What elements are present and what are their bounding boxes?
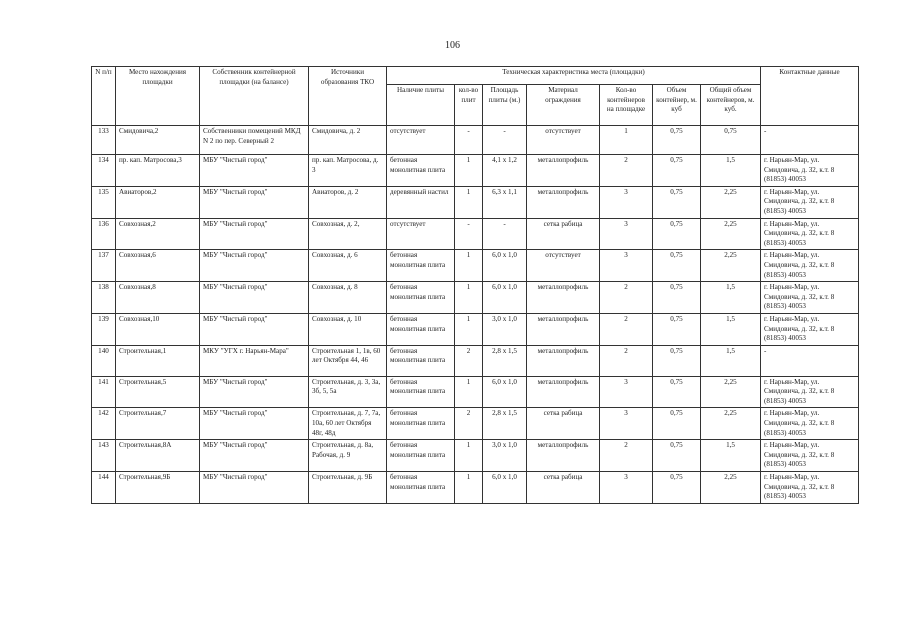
cell-fence: сетка рабица bbox=[527, 218, 600, 250]
table-row bbox=[92, 218, 859, 250]
cell-contacts: г. Нарьян-Мар, ул. Смидовича, д. 32, к.т. 8 (81853) 40053 bbox=[761, 313, 859, 345]
cell-slab-count: 1 bbox=[455, 250, 483, 282]
cell-containers: 3 bbox=[600, 218, 653, 250]
header-sources: Источники образования ТКО bbox=[309, 67, 387, 126]
cell-slab: бетонная монолитная плита bbox=[387, 250, 455, 282]
cell-slab-area: 2,8 x 1,5 bbox=[483, 408, 527, 440]
cell-volume: 0,75 bbox=[653, 126, 701, 155]
cell-volume: 0,75 bbox=[653, 155, 701, 187]
cell-volume: 0,75 bbox=[653, 186, 701, 218]
cell-slab: бетонная монолитная плита bbox=[387, 376, 455, 408]
header-fence: Материал ограждения bbox=[527, 85, 600, 126]
cell-containers: 2 bbox=[600, 313, 653, 345]
cell-fence: сетка рабица bbox=[527, 408, 600, 440]
cell-slab-count: 1 bbox=[455, 440, 483, 472]
cell-slab-area: 2,8 x 1,5 bbox=[483, 345, 527, 376]
cell-location: Совхозная,10 bbox=[116, 313, 200, 345]
cell-containers: 3 bbox=[600, 408, 653, 440]
cell-contacts: г. Нарьян-Мар, ул. Смидовича, д. 32, к.т. 8 (81853) 40053 bbox=[761, 250, 859, 282]
cell-contacts: г. Нарьян-Мар, ул. Смидовича, д. 32, к.т. 8 (81853) 40053 bbox=[761, 186, 859, 218]
cell-slab: бетонная монолитная плита bbox=[387, 472, 455, 504]
cell-contacts: г. Нарьян-Мар, ул. Смидовича, д. 32, к.т. 8 (81853) 40053 bbox=[761, 472, 859, 504]
cell-owner: МБУ "Чистый город" bbox=[200, 376, 309, 408]
cell-contacts: г. Нарьян-Мар, ул. Смидовича, д. 32, к.т. 8 (81853) 40053 bbox=[761, 218, 859, 250]
cell-location: Авиаторов,2 bbox=[116, 186, 200, 218]
cell-owner: МБУ "Чистый город" bbox=[200, 250, 309, 282]
cell-location: Смидовича,2 bbox=[116, 126, 200, 155]
cell-volume: 0,75 bbox=[653, 218, 701, 250]
cell-owner: МБУ "Чистый город" bbox=[200, 282, 309, 314]
cell-slab: бетонная монолитная плита bbox=[387, 408, 455, 440]
cell-contacts: - bbox=[761, 126, 859, 155]
header-slab: Наличие плиты bbox=[387, 85, 455, 126]
cell-location: пр. кап. Матросова,3 bbox=[116, 155, 200, 187]
cell-sources: Совхозная, д. 6 bbox=[309, 250, 387, 282]
cell-num: 136 bbox=[92, 218, 116, 250]
cell-slab-area: 3,0 x 1,0 bbox=[483, 313, 527, 345]
cell-sources: Авиаторов, д. 2 bbox=[309, 186, 387, 218]
cell-slab-area: 6,0 x 1,0 bbox=[483, 250, 527, 282]
table-row bbox=[92, 282, 859, 314]
cell-sources: Строительная 1, 1в, 60 лет Октября 44, 46 bbox=[309, 345, 387, 376]
cell-owner: МБУ "Чистый город" bbox=[200, 313, 309, 345]
header-slab-area: Площадь плиты (м.) bbox=[483, 85, 527, 126]
cell-containers: 3 bbox=[600, 472, 653, 504]
cell-slab-area: 6,3 x 1,1 bbox=[483, 186, 527, 218]
cell-location: Совхозная,8 bbox=[116, 282, 200, 314]
cell-slab-count: - bbox=[455, 126, 483, 155]
cell-location: Совхозная,6 bbox=[116, 250, 200, 282]
table-row bbox=[92, 376, 859, 408]
cell-total: 2,25 bbox=[701, 408, 761, 440]
cell-slab-area: - bbox=[483, 126, 527, 155]
cell-owner: МБУ "Чистый город" bbox=[200, 155, 309, 187]
page-number: 106 bbox=[445, 40, 460, 51]
cell-containers: 3 bbox=[600, 250, 653, 282]
header-slab-count: кол-во плит bbox=[455, 85, 483, 126]
table-row bbox=[92, 155, 859, 187]
cell-total: 0,75 bbox=[701, 126, 761, 155]
cell-num: 142 bbox=[92, 408, 116, 440]
cell-slab: бетонная монолитная плита bbox=[387, 440, 455, 472]
cell-location: Совхозная,2 bbox=[116, 218, 200, 250]
cell-owner: МБУ "Чистый город" bbox=[200, 440, 309, 472]
cell-owner: МКУ "УГХ г. Нарьян-Мара" bbox=[200, 345, 309, 376]
cell-total: 2,25 bbox=[701, 472, 761, 504]
cell-slab: бетонная монолитная плита bbox=[387, 155, 455, 187]
cell-volume: 0,75 bbox=[653, 440, 701, 472]
cell-total: 1,5 bbox=[701, 345, 761, 376]
cell-fence: металлопрофиль bbox=[527, 345, 600, 376]
cell-owner: Собственники помещений МКД N 2 по пер. Северный 2 bbox=[200, 126, 309, 155]
cell-slab-count: 1 bbox=[455, 186, 483, 218]
cell-fence: металлопрофиль bbox=[527, 155, 600, 187]
cell-total: 1,5 bbox=[701, 155, 761, 187]
cell-containers: 1 bbox=[600, 126, 653, 155]
header-containers: Кол-во контейнеров на площадке bbox=[600, 85, 653, 126]
header-location: Место нахождения площадки bbox=[116, 67, 200, 126]
cell-containers: 3 bbox=[600, 376, 653, 408]
cell-total: 1,5 bbox=[701, 313, 761, 345]
cell-sources: Строительная, д. 9Б bbox=[309, 472, 387, 504]
cell-owner: МБУ "Чистый город" bbox=[200, 472, 309, 504]
header-num: N п/п bbox=[92, 67, 116, 126]
cell-slab: деревянный настил bbox=[387, 186, 455, 218]
cell-slab-area: 6,0 x 1,0 bbox=[483, 472, 527, 504]
cell-fence: металлопрофиль bbox=[527, 186, 600, 218]
header-volume: Объем контейнер, м. куб bbox=[653, 85, 701, 126]
cell-contacts: г. Нарьян-Мар, ул. Смидовича, д. 32, к.т. 8 (81853) 40053 bbox=[761, 155, 859, 187]
cell-containers: 2 bbox=[600, 282, 653, 314]
cell-fence: металлопрофиль bbox=[527, 376, 600, 408]
cell-volume: 0,75 bbox=[653, 376, 701, 408]
cell-num: 143 bbox=[92, 440, 116, 472]
cell-fence: металлопрофиль bbox=[527, 313, 600, 345]
table-row bbox=[92, 250, 859, 282]
cell-contacts: - bbox=[761, 345, 859, 376]
cell-num: 140 bbox=[92, 345, 116, 376]
cell-containers: 2 bbox=[600, 155, 653, 187]
cell-volume: 0,75 bbox=[653, 313, 701, 345]
cell-slab-count: 2 bbox=[455, 408, 483, 440]
cell-total: 2,25 bbox=[701, 186, 761, 218]
table-row bbox=[92, 472, 859, 504]
cell-containers: 2 bbox=[600, 345, 653, 376]
cell-slab-area: 3,0 x 1,0 bbox=[483, 440, 527, 472]
cell-num: 139 bbox=[92, 313, 116, 345]
cell-sources: Совхозная, д. 10 bbox=[309, 313, 387, 345]
cell-owner: МБУ "Чистый город" bbox=[200, 408, 309, 440]
cell-slab-count: 1 bbox=[455, 376, 483, 408]
cell-sources: Смидовича, д. 2 bbox=[309, 126, 387, 155]
cell-slab-count: 1 bbox=[455, 282, 483, 314]
cell-sources: Совхозная, д. 8 bbox=[309, 282, 387, 314]
cell-sources: Совхозная, д. 2, bbox=[309, 218, 387, 250]
cell-location: Строительная,1 bbox=[116, 345, 200, 376]
cell-slab-count: 1 bbox=[455, 472, 483, 504]
cell-slab: отсутствует bbox=[387, 126, 455, 155]
cell-volume: 0,75 bbox=[653, 282, 701, 314]
cell-sources: Строительная, д. 7, 7а, 10а, 60 лет Октября 48г, 48д bbox=[309, 408, 387, 440]
cell-slab: бетонная монолитная плита bbox=[387, 345, 455, 376]
cell-total: 2,25 bbox=[701, 218, 761, 250]
cell-sources: пр. кап. Матросова, д. 3 bbox=[309, 155, 387, 187]
cell-contacts: г. Нарьян-Мар, ул. Смидовича, д. 32, к.т. 8 (81853) 40053 bbox=[761, 282, 859, 314]
cell-volume: 0,75 bbox=[653, 472, 701, 504]
cell-num: 134 bbox=[92, 155, 116, 187]
cell-volume: 0,75 bbox=[653, 250, 701, 282]
header-contacts: Контактные данные bbox=[761, 67, 859, 126]
header-total-volume: Общий объем контейнеров, м. куб. bbox=[701, 85, 761, 126]
cell-slab-count: 1 bbox=[455, 313, 483, 345]
cell-fence: сетка рабица bbox=[527, 472, 600, 504]
header-owner: Собственник контейнерной площадки (на балансе) bbox=[200, 67, 309, 126]
cell-total: 2,25 bbox=[701, 376, 761, 408]
cell-contacts: г. Нарьян-Мар, ул. Смидовича, д. 32, к.т. 8 (81853) 40053 bbox=[761, 376, 859, 408]
cell-sources: Строительная, д. 8а, Рабочая, д. 9 bbox=[309, 440, 387, 472]
cell-location: Строительная,7 bbox=[116, 408, 200, 440]
cell-owner: МБУ "Чистый город" bbox=[200, 218, 309, 250]
cell-slab-area: 4,1 x 1,2 bbox=[483, 155, 527, 187]
table-row bbox=[92, 126, 859, 155]
cell-slab-count: - bbox=[455, 218, 483, 250]
cell-contacts: г. Нарьян-Мар, ул. Смидовича, д. 32, к.т. 8 (81853) 40053 bbox=[761, 440, 859, 472]
table-row bbox=[92, 408, 859, 440]
header-tech: Техническая характеристика места (площадки) bbox=[387, 67, 761, 85]
cell-location: Строительная,5 bbox=[116, 376, 200, 408]
cell-slab: бетонная монолитная плита bbox=[387, 313, 455, 345]
cell-contacts: г. Нарьян-Мар, ул. Смидовича, д. 32, к.т. 8 (81853) 40053 bbox=[761, 408, 859, 440]
cell-fence: металлопрофиль bbox=[527, 440, 600, 472]
table-row bbox=[92, 313, 859, 345]
table-row bbox=[92, 440, 859, 472]
cell-num: 138 bbox=[92, 282, 116, 314]
cell-slab-area: 6,0 x 1,0 bbox=[483, 282, 527, 314]
cell-num: 144 bbox=[92, 472, 116, 504]
table-header-row bbox=[92, 67, 859, 85]
cell-volume: 0,75 bbox=[653, 345, 701, 376]
cell-location: Строительная,9Б bbox=[116, 472, 200, 504]
cell-slab: бетонная монолитная плита bbox=[387, 282, 455, 314]
cell-total: 2,25 bbox=[701, 250, 761, 282]
cell-containers: 2 bbox=[600, 440, 653, 472]
cell-location: Строительная,8А bbox=[116, 440, 200, 472]
cell-num: 141 bbox=[92, 376, 116, 408]
cell-total: 1,5 bbox=[701, 282, 761, 314]
cell-num: 135 bbox=[92, 186, 116, 218]
table-row bbox=[92, 186, 859, 218]
cell-fence: отсутствует bbox=[527, 250, 600, 282]
cell-slab-count: 1 bbox=[455, 155, 483, 187]
table-row bbox=[92, 345, 859, 376]
cell-slab-area: 6,0 x 1,0 bbox=[483, 376, 527, 408]
cell-sources: Строительная, д. 3, 3а, 3б, 5, 5а bbox=[309, 376, 387, 408]
cell-volume: 0,75 bbox=[653, 408, 701, 440]
cell-num: 137 bbox=[92, 250, 116, 282]
cell-num: 133 bbox=[92, 126, 116, 155]
cell-slab-count: 2 bbox=[455, 345, 483, 376]
container-sites-table bbox=[91, 66, 859, 504]
cell-containers: 3 bbox=[600, 186, 653, 218]
cell-slab-area: - bbox=[483, 218, 527, 250]
cell-owner: МБУ "Чистый город" bbox=[200, 186, 309, 218]
cell-fence: отсутствует bbox=[527, 126, 600, 155]
cell-slab: отсутствует bbox=[387, 218, 455, 250]
cell-fence: металлопрофиль bbox=[527, 282, 600, 314]
cell-total: 1,5 bbox=[701, 440, 761, 472]
